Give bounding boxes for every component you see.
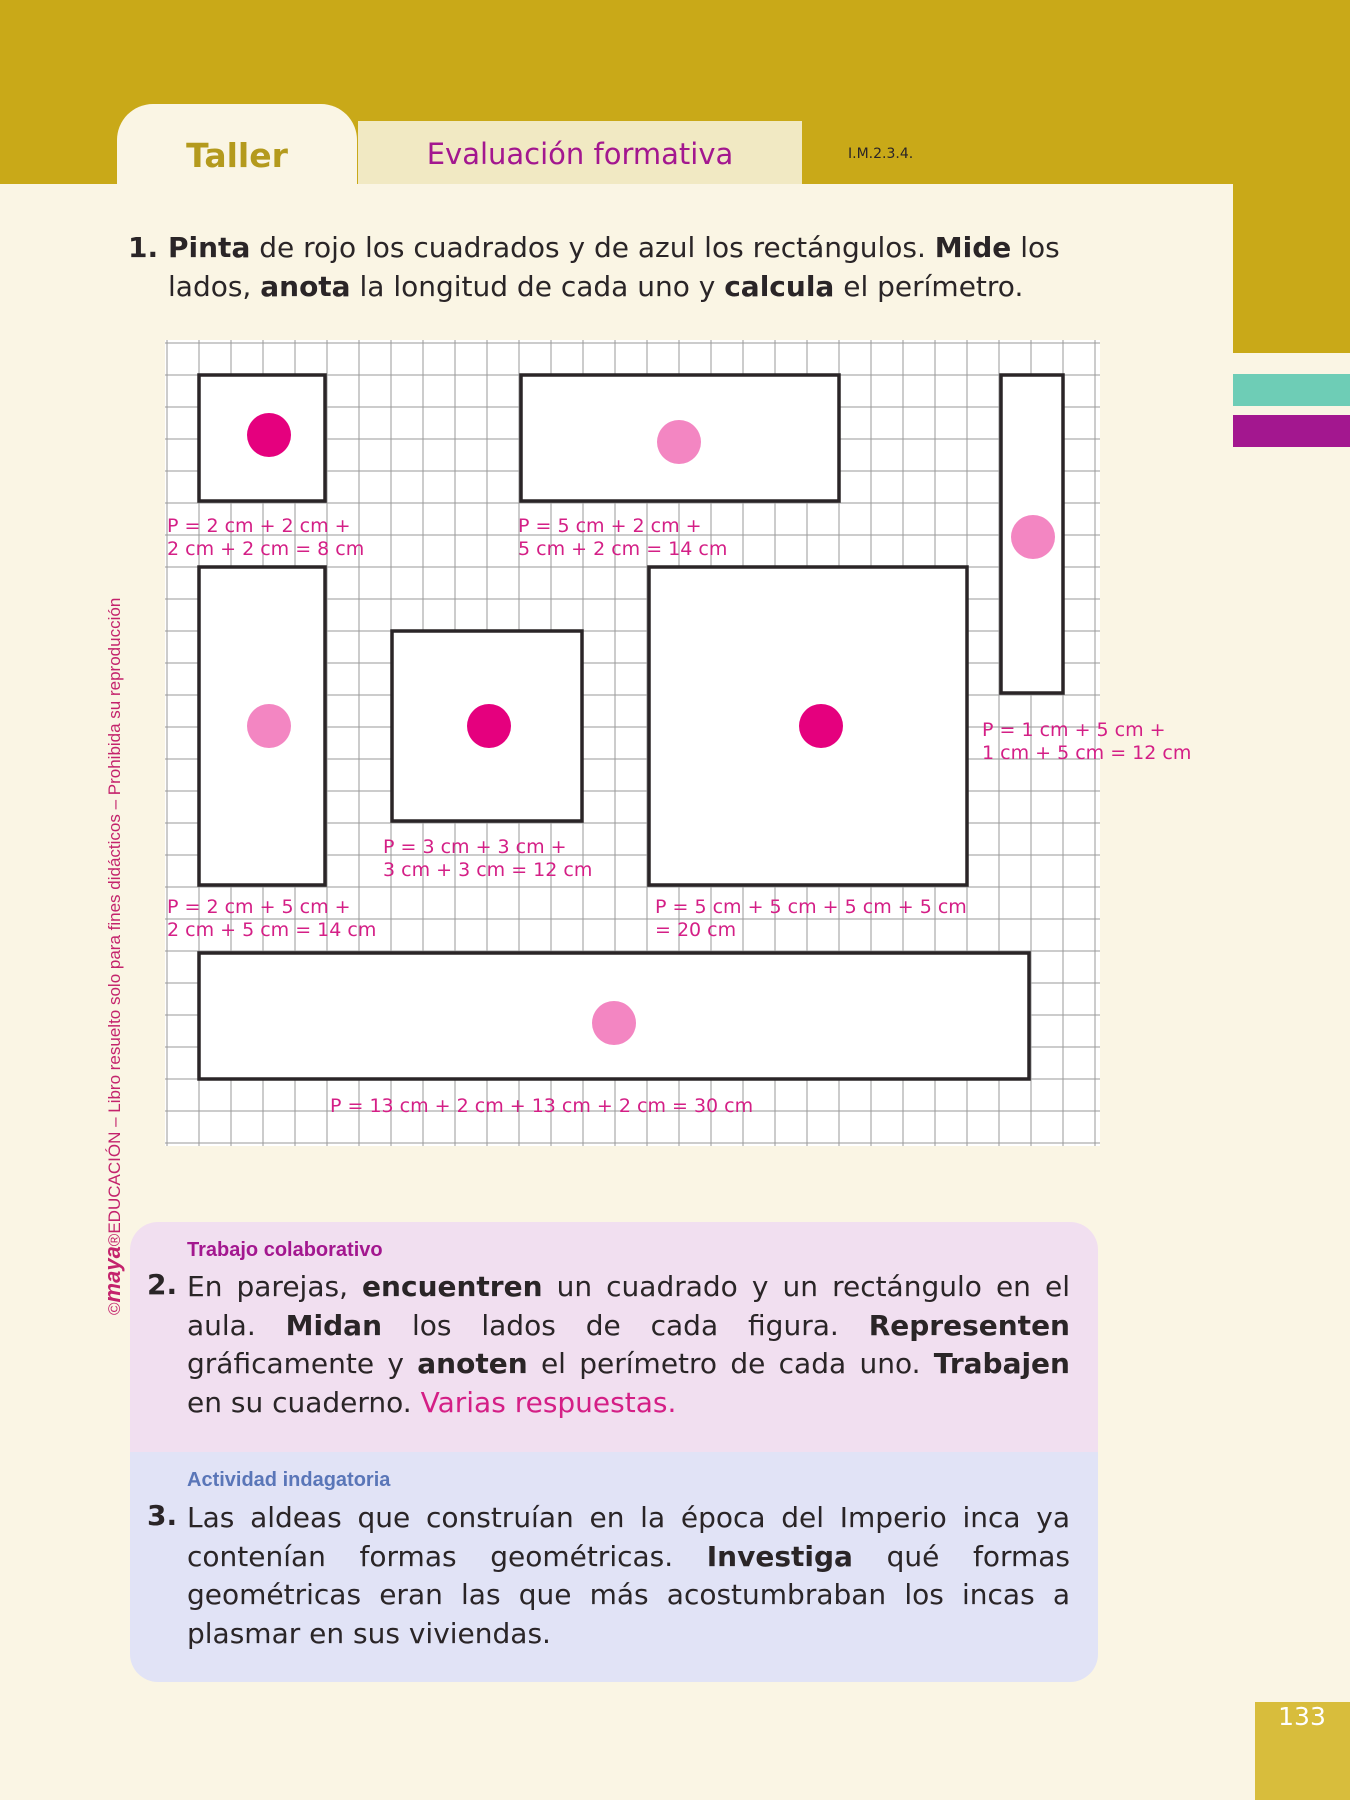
answer-text: Varias respuestas. [420, 1385, 677, 1419]
text-run: Las aldeas que construían en la época del Imperio inca ya contenían formas geométricas. [187, 1501, 1070, 1573]
question-2-number: 2. [147, 1268, 178, 1301]
margin-band [1233, 184, 1350, 353]
text-run: el perímetro de cada uno. [527, 1347, 934, 1380]
text-run: de rojo los cuadrados y de azul los rectángulos. [250, 231, 935, 264]
perimeter-label: 5 cm + 2 cm = 14 cm [518, 538, 728, 560]
text-run: un cuadrado y un rectángulo en el aula. [187, 1270, 1071, 1342]
text-run: qué formas geométricas eran las que más acostumbraban los incas a plasmar en sus viviendas. [187, 1539, 1070, 1650]
perimeter-label: = 20 cm [655, 919, 737, 941]
tab-taller [117, 104, 357, 186]
teal-stripe [1233, 374, 1350, 406]
perimeter-label: P = 2 cm + 5 cm + [167, 896, 351, 918]
grid-svg [165, 340, 1192, 1146]
tab-taller-label: Taller [186, 136, 288, 175]
keyword: Pinta [168, 231, 251, 264]
inquiry-activity-box [130, 1452, 1098, 1682]
text-run: en su cuaderno. [187, 1385, 421, 1419]
keyword: Mide [934, 231, 1012, 264]
keyword: anoten [417, 1347, 528, 1380]
page-number: 133 [1278, 1702, 1326, 1731]
rectangle-dot [592, 1001, 636, 1045]
rectangle-dot [247, 704, 291, 748]
perimeter-label: 2 cm + 2 cm = 8 cm [167, 538, 365, 560]
question-2-text [187, 1268, 1070, 1422]
text-run: el perímetro. [834, 270, 1024, 303]
square-dot [799, 704, 843, 748]
perimeter-label: P = 1 cm + 5 cm + [982, 719, 1166, 741]
text-run: los lados de cada figura. [382, 1308, 869, 1342]
perimeter-label: 3 cm + 3 cm = 12 cm [383, 859, 593, 881]
perimeter-label: P = 13 cm + 2 cm + 13 cm + 2 cm = 30 cm [330, 1095, 754, 1117]
collaborative-heading: Trabajo colaborativo [187, 1239, 383, 1261]
rectangle-dot [1011, 515, 1055, 559]
question-3-number: 3. [147, 1499, 178, 1532]
maya-logo-text: maya [100, 1246, 125, 1303]
text-run: En parejas, [187, 1270, 363, 1303]
rectangle-dot [657, 420, 701, 464]
keyword: Investiga [706, 1539, 853, 1573]
tab-evaluacion-label: Evaluación formativa [426, 137, 734, 171]
perimeter-label: P = 3 cm + 3 cm + [383, 836, 567, 858]
inquiry-heading: Actividad indagatoria [187, 1469, 391, 1491]
curriculum-code: I.M.2.3.4. [848, 146, 914, 162]
perimeter-label: P = 5 cm + 5 cm + 5 cm + 5 cm [655, 896, 967, 918]
text-run: la longitud de cada uno y [350, 270, 725, 303]
copyright-side-text [100, 598, 126, 1315]
perimeter-label: P = 5 cm + 2 cm + [518, 515, 702, 537]
perimeter-label: P = 2 cm + 2 cm + [167, 515, 351, 537]
grid-figure [165, 340, 1192, 1150]
text-run: gráficamente y [187, 1347, 418, 1380]
keyword: Representen [868, 1308, 1070, 1342]
perimeter-label: 2 cm + 5 cm = 14 cm [167, 919, 377, 941]
tab-evaluacion [358, 121, 802, 184]
keyword: Midan [285, 1308, 383, 1342]
keyword: anota [260, 270, 351, 303]
question-3-text [187, 1499, 1070, 1653]
question-1-number: 1. [128, 231, 159, 264]
copyright-notice: ®EDUCACIÓN – Libro resuelto solo para fines didácticos – Prohibida su reproducción [105, 597, 124, 1247]
perimeter-label: 1 cm + 5 cm = 12 cm [982, 742, 1192, 764]
square-dot [467, 704, 511, 748]
keyword: encuentren [362, 1270, 543, 1303]
magenta-stripe [1233, 415, 1350, 447]
question-1-text [168, 228, 1088, 306]
keyword: Trabajen [933, 1347, 1070, 1380]
collaborative-work-box [130, 1222, 1098, 1452]
square-dot [247, 413, 291, 457]
text-run: los lados, [168, 231, 1060, 303]
question-1 [128, 228, 1088, 306]
keyword: calcula [724, 270, 835, 303]
copyright-symbol: © [105, 1302, 124, 1315]
